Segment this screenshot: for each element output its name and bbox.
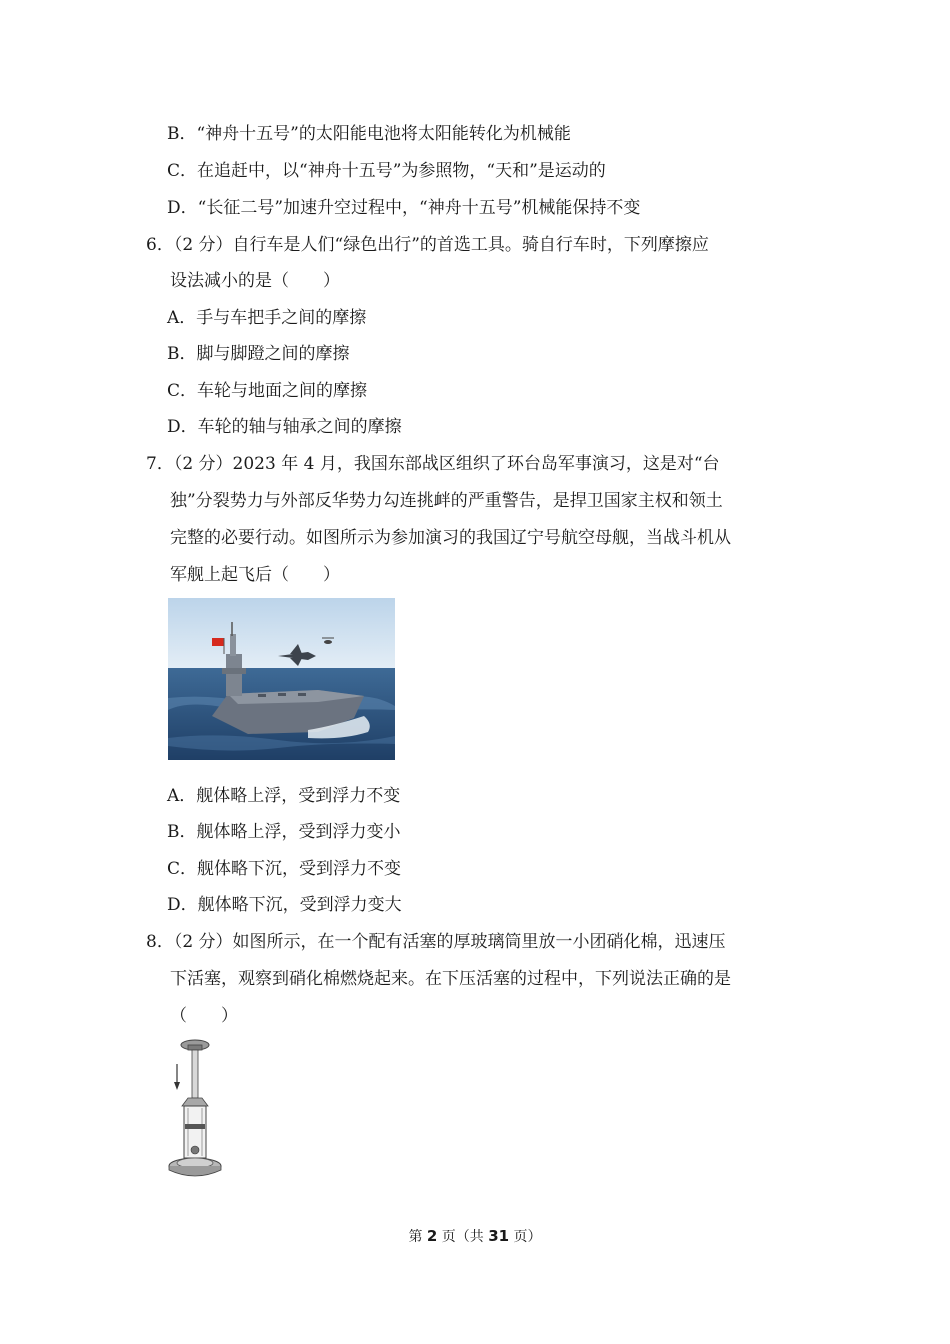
glass-cylinder-piston-diagram	[164, 1036, 228, 1182]
q7-option-b: B．舰体略上浮，受到浮力变小	[167, 822, 401, 842]
q6-option-c: C．车轮与地面之间的摩擦	[167, 381, 368, 401]
q6-option-b: B．脚与脚蹬之间的摩擦	[167, 344, 350, 364]
footer-middle: 页（共	[437, 1229, 489, 1245]
q5-option-b: B．“神舟十五号”的太阳能电池将太阳能转化为机械能	[167, 124, 571, 144]
footer-prefix: 第	[408, 1229, 427, 1245]
q6-option-d: D．车轮的轴与轴承之间的摩擦	[167, 417, 402, 437]
footer-total-pages: 31	[488, 1227, 510, 1245]
q7-stem-line4: 军舰上起飞后（ ）	[170, 565, 340, 585]
q5-option-c: C．在追赶中，以“神舟十五号”为参照物，“天和”是运动的	[167, 161, 606, 181]
q7-stem-line2: 独”分裂势力与外部反华势力勾连挑衅的严重警告，是捍卫国家主权和领土	[170, 491, 723, 511]
q6-stem-line1: 6．（2 分）自行车是人们“绿色出行”的首选工具。骑自行车时，下列摩擦应	[146, 235, 709, 255]
q6-option-a: A．手与车把手之间的摩擦	[167, 308, 367, 328]
q5-option-d: D．“长征二号”加速升空过程中，“神舟十五号”机械能保持不变	[167, 198, 641, 218]
aircraft-carrier-image	[168, 598, 395, 760]
q8-stem-line1: 8．（2 分）如图所示，在一个配有活塞的厚玻璃筒里放一小团硝化棉，迅速压	[146, 932, 726, 952]
q7-stem-line1: 7．（2 分）2023 年 4 月，我国东部战区组织了环台岛军事演习，这是对“台	[146, 454, 720, 474]
q7-option-d: D．舰体略下沉，受到浮力变大	[167, 895, 402, 915]
q6-stem-line2: 设法减小的是（ ）	[170, 271, 340, 291]
q7-option-c: C．舰体略下沉，受到浮力不变	[167, 859, 402, 879]
footer-suffix: 页）	[509, 1229, 542, 1245]
q8-stem-line3: （ ）	[170, 1006, 238, 1026]
q8-stem-line2: 下活塞，观察到硝化棉燃烧起来。在下压活塞的过程中，下列说法正确的是	[170, 969, 731, 989]
q7-option-a: A．舰体略上浮，受到浮力不变	[167, 786, 401, 806]
page-footer	[0, 1226, 950, 1247]
q7-stem-line3: 完整的必要行动。如图所示为参加演习的我国辽宁号航空母舰，当战斗机从	[170, 528, 731, 548]
footer-page-number: 2	[426, 1227, 438, 1245]
